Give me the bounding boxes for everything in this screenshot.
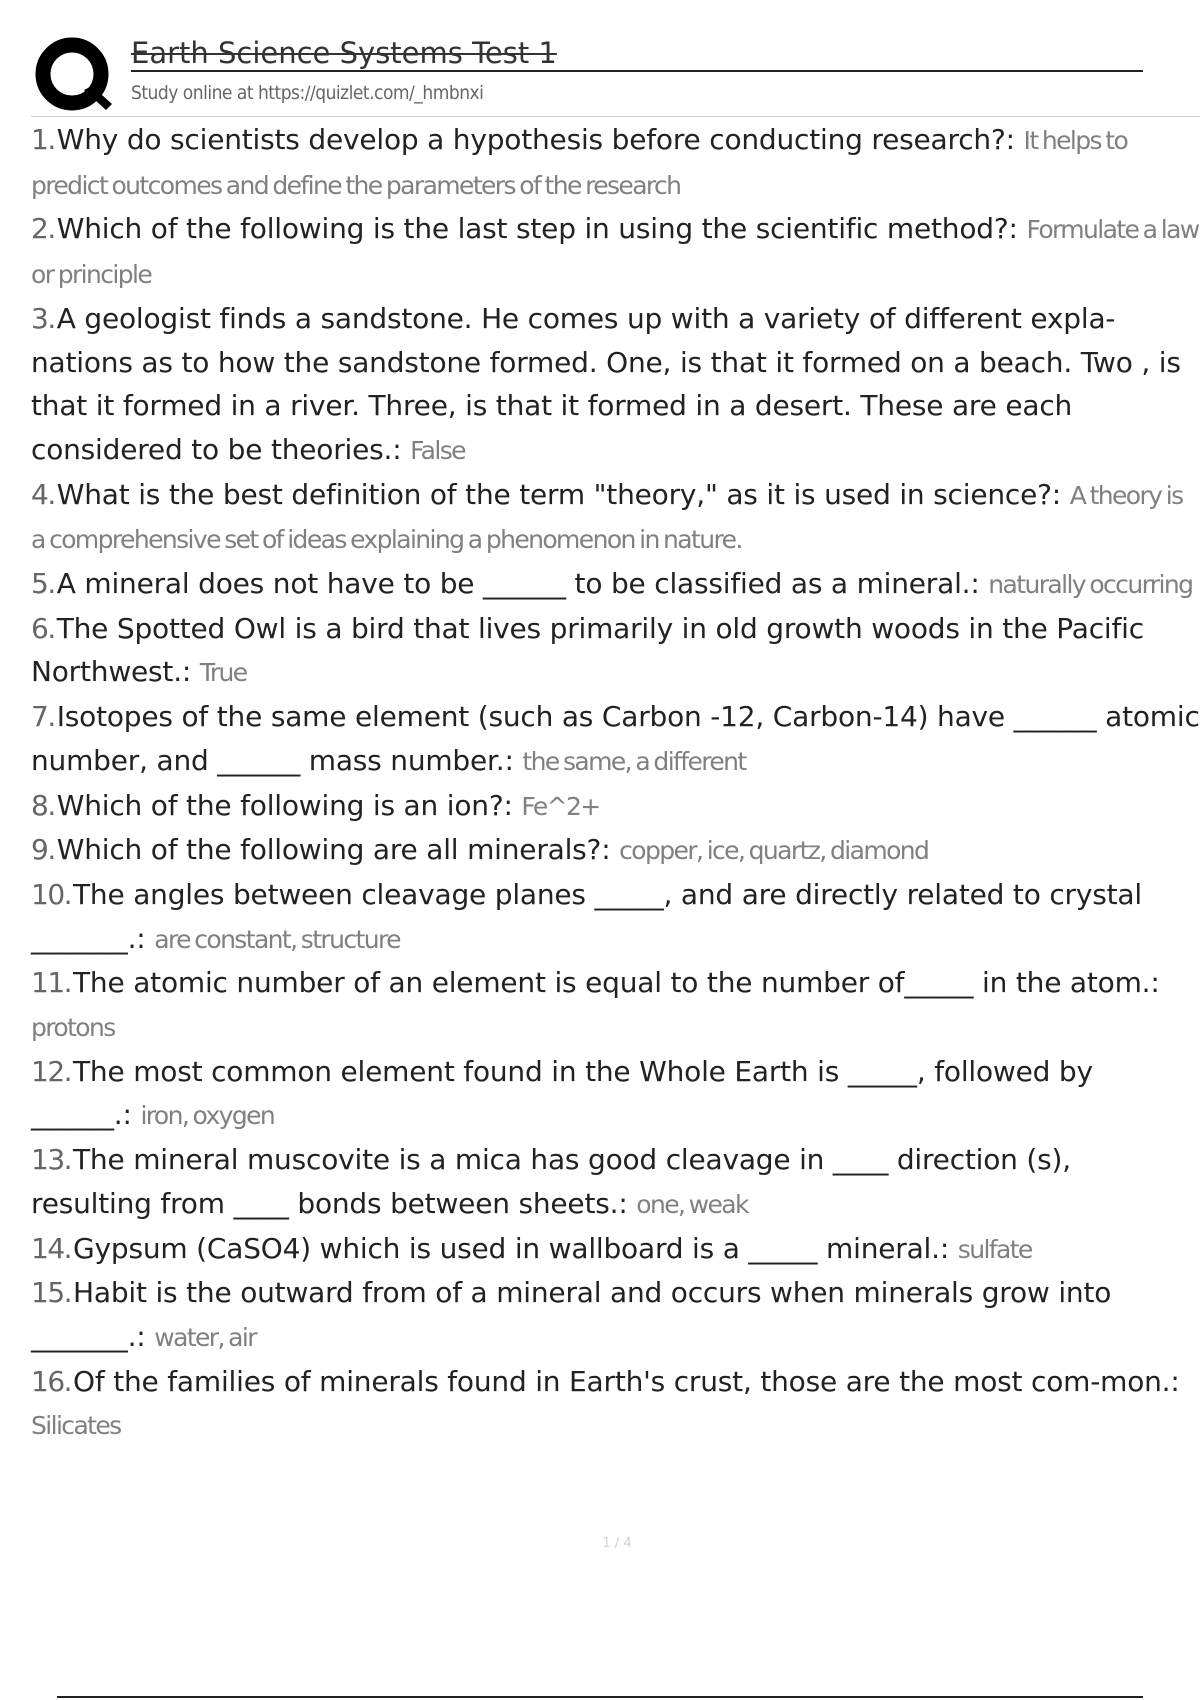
answer-text: Formulate a law or principle <box>31 215 1199 290</box>
question-number: 13. <box>31 1143 72 1177</box>
question-text: The atomic number of an element is equal to the number of_____ in the atom.: <box>73 966 1160 1000</box>
answer-text: one, weak <box>636 1189 748 1219</box>
answer-text: copper, ice, quartz, diamond <box>619 836 929 866</box>
question-item <box>31 562 1200 607</box>
question-item <box>31 1271 1200 1359</box>
question-number: 7. <box>31 700 55 734</box>
question-number: 16. <box>31 1364 72 1398</box>
question-item <box>31 695 1200 783</box>
quizlet-q-logo-icon <box>32 34 114 116</box>
title-row <box>131 34 1143 72</box>
question-number: 4. <box>31 477 55 511</box>
question-item <box>31 784 1200 829</box>
document-title: Earth Science Systems Test 1 <box>131 36 557 70</box>
answer-text: sulfate <box>957 1234 1032 1264</box>
question-item <box>31 1360 1200 1448</box>
question-text: Which of the following is the last step in using the scientific method?: <box>56 212 1018 246</box>
question-text: What is the best definition of the term "theory," as it is used in science?: <box>56 477 1062 511</box>
question-text: The Spotted Owl is a bird that lives primarily in old growth woods in the Pacific Northwest.: <box>31 611 1144 689</box>
answer-text: protons <box>31 1013 115 1043</box>
question-number: 9. <box>31 833 55 867</box>
question-number: 1. <box>31 123 55 156</box>
answer-text: Silicates <box>31 1411 121 1441</box>
question-text: The mineral muscovite is a mica has good cleavage in ____ direction (s), resulting from ____ bonds between sheets.: <box>31 1143 1071 1220</box>
question-text: A mineral does not have to be ______ to be classified as a mineral.: <box>56 567 980 601</box>
question-item <box>31 207 1200 296</box>
study-online-subtitle: Study online at https://quizlet.com/_hmbnxi <box>131 82 484 104</box>
question-item <box>31 1227 1200 1272</box>
question-item <box>31 297 1200 473</box>
answer-text: naturally occurring <box>988 570 1193 600</box>
question-item <box>31 1050 1200 1138</box>
question-answer-list <box>31 118 1200 1448</box>
question-item <box>31 473 1200 562</box>
answer-text: iron, oxygen <box>140 1101 275 1131</box>
page-number: 1 / 4 <box>602 1536 632 1551</box>
question-text: The most common element found in the Whole Earth is _____, followed by ______.: <box>31 1054 1093 1132</box>
answer-text: Fe^2+ <box>521 791 600 821</box>
question-text: The angles between cleavage planes _____, and are directly related to crystal _______.: <box>31 877 1142 955</box>
question-text: Which of the following are all minerals?: <box>56 833 611 867</box>
question-item <box>31 961 1200 1049</box>
question-text: Why do scientists develop a hypothesis before conducting research?: <box>56 123 1015 156</box>
question-item <box>31 873 1200 961</box>
question-number: 5. <box>31 567 55 601</box>
footer-divider <box>57 1696 1143 1698</box>
answer-text: are constant, structure <box>154 924 400 954</box>
question-number: 8. <box>31 788 55 822</box>
question-text: Isotopes of the same element (such as Carbon -12, Carbon-14) have ______ atomic number, and ______ mass number.: <box>31 700 1200 777</box>
question-text: Of the families of minerals found in Earth's crust, those are the most com-mon.: <box>73 1364 1180 1398</box>
question-number: 6. <box>31 611 55 645</box>
question-number: 11. <box>31 966 72 1000</box>
answer-text: A theory is a comprehensive set of ideas explaining a phenomenon in nature. <box>31 480 1183 555</box>
question-item <box>31 118 1200 207</box>
question-text: Which of the following is an ion?: <box>56 788 513 822</box>
question-number: 3. <box>31 301 55 335</box>
question-number: 2. <box>31 212 55 246</box>
question-item <box>31 607 1200 695</box>
answer-text: the same, a different <box>522 746 746 776</box>
question-number: 15. <box>31 1276 72 1310</box>
question-number: 14. <box>31 1231 72 1265</box>
question-item <box>31 828 1200 873</box>
answer-text: It helps to predict outcomes and define the parameters of the research <box>31 126 1128 200</box>
header-divider <box>31 116 1200 117</box>
question-item <box>31 1138 1200 1226</box>
question-text: Gypsum (CaSO4) which is used in wallboard is a _____ mineral.: <box>73 1231 950 1265</box>
answer-text: False <box>410 435 465 465</box>
question-text: A geologist finds a sandstone. He comes up with a variety of different expla-nations as to how the sandstone formed. One, is that it formed on a beach. Two , is that it formed in a river. Three, is that it formed in a desert. These are each considered to be theories.: <box>31 301 1181 466</box>
answer-text: True <box>199 658 247 688</box>
answer-text: water, air <box>154 1322 256 1352</box>
question-text: Habit is the outward from of a mineral and occurs when minerals grow into _______.: <box>31 1276 1112 1353</box>
question-number: 12. <box>31 1054 72 1088</box>
question-number: 10. <box>31 877 72 911</box>
